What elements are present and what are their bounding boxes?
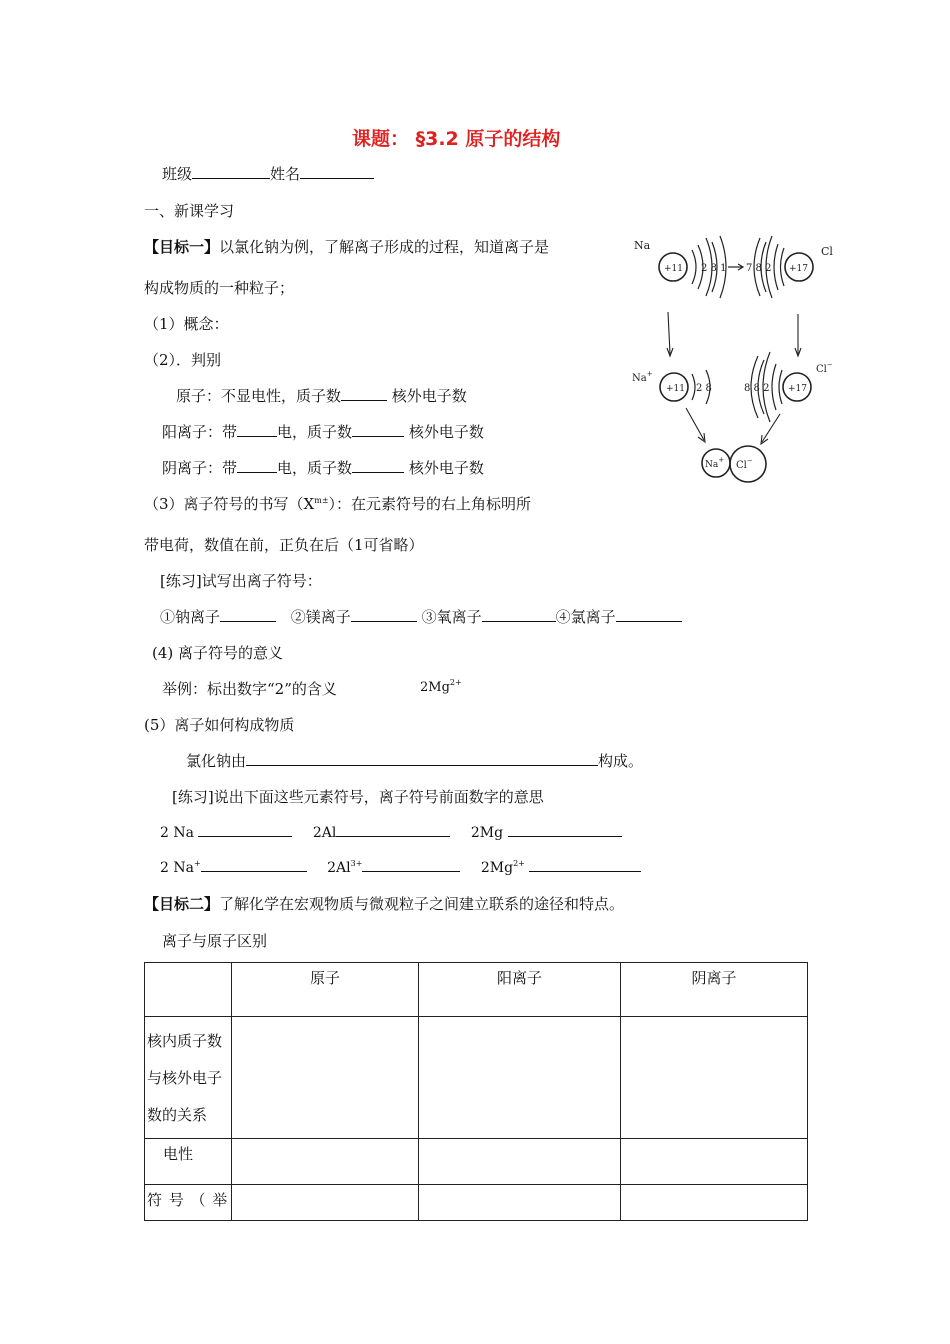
- item-compose: (5）离子如何构成物质: [144, 716, 295, 734]
- bond-cl-symbol: Cl: [736, 460, 747, 471]
- example-formula-base: 2Mg: [420, 680, 450, 695]
- table-cell[interactable]: [232, 1139, 419, 1185]
- comparison-table: [144, 962, 808, 1221]
- practice-item: ①钠离子: [160, 608, 221, 626]
- goal2-text: 了解化学在宏观物质与微观粒子之间建立联系的途径和特点。: [219, 895, 625, 913]
- practice1-items: [160, 606, 682, 627]
- nacl-prefix: 氯化钠由: [186, 752, 247, 770]
- cl-nucleus-charge: +17: [789, 264, 808, 274]
- row-label-charge: 电性: [145, 1139, 232, 1185]
- blank[interactable]: [246, 751, 598, 766]
- practice-item: ②镁离子: [290, 608, 351, 626]
- blank[interactable]: [529, 857, 641, 872]
- header-cation: 阳离子: [419, 963, 621, 1017]
- cl-ion-label: [816, 361, 833, 375]
- combine-arrow-right: [762, 414, 780, 442]
- goal1-tag: 【目标一】: [144, 238, 220, 256]
- goal2-line: [144, 893, 624, 914]
- table-cell[interactable]: [419, 1017, 621, 1139]
- section-heading: 一、新课学习: [144, 202, 235, 220]
- item3-a: （3）离子符号的书写（X: [144, 495, 315, 513]
- class-label: 班级: [162, 165, 193, 183]
- bond-na-label: [705, 456, 724, 470]
- example-formula: [420, 680, 462, 695]
- ion-formation-diagram: [628, 230, 840, 484]
- judge-cation-b: 电，质子数: [277, 423, 353, 441]
- cl-ion-sup: −: [826, 361, 833, 369]
- name-blank[interactable]: [300, 164, 374, 179]
- bond-cl-sup: −: [746, 457, 753, 465]
- example-formula-sup: 2+: [449, 678, 462, 687]
- row-label-relation: [145, 1017, 232, 1139]
- na-ion-nucleus-charge: +11: [666, 384, 685, 394]
- goal2-tag: 【目标二】: [144, 895, 220, 913]
- example-text: 举例：标出数字“2”的含义: [162, 680, 337, 698]
- judge-anion-a: 阴离子：带: [162, 459, 238, 477]
- combine-arrow-left: [686, 408, 704, 440]
- cl-ion-nucleus-charge: +17: [788, 384, 807, 394]
- symbol: 2Mg: [480, 860, 514, 876]
- row-label-symbol: 符 号 （ 举: [145, 1185, 232, 1221]
- blank[interactable]: [616, 607, 682, 622]
- cl-shell-numbers: 7 8 2: [746, 263, 772, 274]
- symbol: 2Al: [327, 860, 351, 876]
- blank[interactable]: [237, 422, 277, 437]
- practice-item: ③氧离子: [421, 608, 482, 626]
- row-label-line: 核内质子数: [147, 1032, 223, 1050]
- table-cell[interactable]: [232, 1185, 419, 1221]
- page-title: 课题： §3.2 原子的结构: [352, 128, 561, 150]
- judge-atom-b: 核外电子数: [391, 387, 467, 405]
- item-symbol-writing-2: 带电荷，数值在前，正负在后（1可省略）: [144, 536, 424, 554]
- combine-arrow-left-head: [698, 433, 705, 442]
- table-row: [145, 1017, 808, 1139]
- row-label-line: 数的关系: [147, 1106, 208, 1124]
- symbol: 2Al: [312, 825, 337, 841]
- judge-anion-b: 电，质子数: [277, 459, 353, 477]
- item3-sup: m±: [314, 496, 329, 505]
- item-judge: （2）．判别: [144, 351, 222, 369]
- judge-atom-a: 原子：不显电性，质子数: [176, 387, 342, 405]
- judge-anion-c: 核外电子数: [408, 459, 484, 477]
- table-row: [145, 1185, 808, 1221]
- blank[interactable]: [198, 822, 292, 837]
- blank[interactable]: [201, 857, 307, 872]
- na-ion-sup: +: [646, 370, 653, 378]
- na-ion-symbol: Na: [632, 373, 647, 384]
- item-meaning: (4) 离子符号的意义: [152, 644, 284, 662]
- judge-cation-a: 阳离子：带: [162, 423, 238, 441]
- symbol: 2 Na: [160, 860, 194, 876]
- na-ion-shell-numbers: 2 8: [696, 383, 712, 394]
- bond-na-symbol: Na: [705, 460, 719, 470]
- combine-arrow-right-head: [761, 435, 768, 444]
- na-label: Na: [634, 239, 651, 252]
- blank[interactable]: [341, 386, 387, 401]
- nacl-line: [186, 750, 643, 771]
- cl-ion-symbol: Cl: [816, 364, 827, 375]
- blank[interactable]: [352, 458, 404, 473]
- cl-ion-shell-numbers: 8 8 2: [744, 383, 770, 394]
- symbol-sup: 3+: [350, 859, 363, 868]
- practice2-row1: [160, 822, 622, 841]
- blank[interactable]: [237, 458, 277, 473]
- class-blank[interactable]: [192, 164, 270, 179]
- table-cell[interactable]: [232, 1017, 419, 1139]
- practice2-row2: [160, 857, 641, 876]
- judge-atom: [176, 385, 467, 406]
- item3-b: ）：在元素符号的右上角标明所: [328, 495, 532, 513]
- down-arrow-left: [668, 312, 670, 354]
- na-nucleus-charge: +11: [664, 264, 683, 274]
- symbol: 2Mg: [470, 825, 504, 841]
- goal1-text: 以氯化钠为例，了解离子形成的过程，知道离子是: [219, 238, 550, 256]
- student-info: [162, 163, 374, 184]
- goal1-line1: [144, 236, 549, 257]
- na-shell-numbers: 2 8 1: [701, 263, 727, 274]
- nacl-suffix: 构成。: [598, 752, 644, 770]
- blank[interactable]: [220, 607, 276, 622]
- blank[interactable]: [352, 422, 404, 437]
- goal1-line2: 构成物质的一种粒子；: [144, 279, 295, 297]
- practice2-label: [练习]说出下面这些元素符号，离子符号前面数字的意思: [172, 788, 544, 806]
- practice1-label: [练习]试写出离子符号：: [160, 572, 322, 590]
- item-concept: （1）概念：: [144, 315, 229, 333]
- item-symbol-writing: [144, 493, 531, 514]
- table-row: [145, 1139, 808, 1185]
- symbol-sup: +: [193, 859, 201, 868]
- blank[interactable]: [336, 822, 450, 837]
- symbol: 2 Na: [160, 825, 194, 841]
- cl-label: Cl: [821, 245, 833, 258]
- blank[interactable]: [508, 822, 622, 837]
- table-cell[interactable]: [621, 1017, 808, 1139]
- table-cell[interactable]: [621, 1185, 808, 1221]
- header-anion: 阴离子: [621, 963, 808, 1017]
- na-ion-label: [632, 370, 653, 384]
- table-title: 离子与原子区别: [162, 932, 268, 950]
- judge-cation: [162, 421, 484, 442]
- table-header-row: [145, 963, 808, 1017]
- row-label-line: 与核外电子: [147, 1069, 223, 1087]
- blank[interactable]: [482, 607, 556, 622]
- header-atom: 原子: [232, 963, 419, 1017]
- symbol-sup: 2+: [513, 859, 525, 868]
- bond-na-sup: +: [718, 456, 725, 464]
- blank[interactable]: [362, 857, 460, 872]
- table-corner: [145, 963, 232, 1017]
- blank[interactable]: [351, 607, 417, 622]
- bond-cl-label: [736, 457, 753, 471]
- practice-item: ④氯离子: [555, 608, 616, 626]
- name-label: 姓名: [270, 165, 301, 183]
- table-cell[interactable]: [621, 1139, 808, 1185]
- table-cell[interactable]: [419, 1185, 621, 1221]
- judge-cation-c: 核外电子数: [408, 423, 484, 441]
- judge-anion: [162, 457, 484, 478]
- table-cell[interactable]: [419, 1139, 621, 1185]
